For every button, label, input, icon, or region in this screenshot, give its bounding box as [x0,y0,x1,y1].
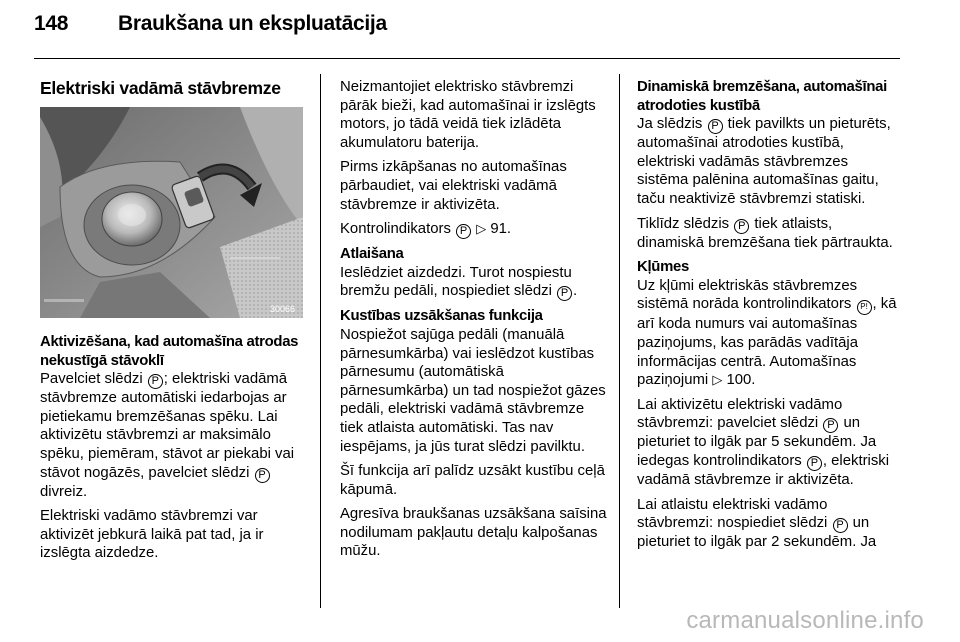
paragraph-hill: Šī funkcija arī palīdz uzsākt kustību ceļā kāpumā. [340,463,605,498]
page-reference-icon: ▷ [712,372,723,388]
paragraph-activate: Pavelciet slēdzi P ; elektriski vadāmā stāvbremze automātiski iedarbojas ar pietiekamu bremzēšanas spēku. Lai aktivizētu stāvbremzi ar maksimālo spēku, piemēram, stāvot ar piekabi vai stāvot nogāzēs, pavelciet slēdzi P divreiz. [40,371,295,500]
section-title: Elektriski vadāmā stāvbremze [40,78,281,98]
column-1 [40,78,308,98]
paragraph-dynamic-1: Ja slēdzis P tiek pavilkts un pieturēts, automašīnai atrodoties kustībā, elektriski vadāmās stāvbremzes sistēma palēnina automašīnas gaitu, taču neaktivizē stāvbremzi statiski. [637,116,891,207]
figure-number: 30066 [269,304,295,314]
page-reference-icon: ▷ [476,221,487,237]
heading-activate: Aktivizēšana, kad automašīna atrodas nekustīgā stāvoklī [40,334,299,369]
heading-faults: Kļūmes [637,259,689,276]
heading-release: Atlaišana [340,246,404,263]
parking-brake-switch-icon: P [708,119,723,134]
paragraph-aggressive: Agresīva braukšanas uzsākšana saīsina nodilumam pakļautu detaļu kalpošanas mūžu. [340,506,607,560]
column-divider-1 [320,74,321,608]
paragraph-fault-3: Lai atlaistu elektriski vadāmo stāvbremzi: nospiediet slēdzi P un pieturiet to ilgāk par 2 sekundēm. Ja [637,496,877,551]
paragraph-dynamic-2: Tiklīdz slēdzis P tiek atlaists, dinamiskā bremzēšana tiek pārtraukta. [637,215,893,251]
parking-brake-switch-icon: P [833,518,848,533]
parking-brake-switch-icon: P [148,374,163,389]
heading-drive-away: Kustības uzsākšanas funkcija [340,308,543,325]
parking-brake-switch-figure [40,107,303,318]
page-number: 148 [34,12,69,35]
paragraph-fault-1: Uz kļūmi elektriskās stāvbremzes sistēmā norāda kontrolindikators P! , kā arī koda numurs vai automašīnas paziņojums, kas parādās vadītāja informācijas centrā. Automašīnas paziņojumi ▷ 100. [637,277,897,389]
paragraph-drive-away: Nospiežot sajūga pedāli (manuālā pārnesumkārba) vai ieslēdzot kustības pārnesumu (automātiskā pārnesumkārba) un tad nospiežot gāzes pedāli, elektriski vadāmā stāvbremze tiek atlaista automātiski. Tas nav iespējams, ja jūs turat slēdzi pavilktu. [340,326,606,455]
paragraph-release: Ieslēdziet aizdedzi. Turot nospiestu bremžu pedāli, nospiediet slēdzi P . [340,264,578,300]
heading-dynamic-braking: Dinamiskā bremzēšana, automašīnai atrodoties kustībā [637,79,887,114]
header-rule [34,58,900,59]
column-3 [637,78,901,558]
console-illustration [40,107,303,318]
column-2 [340,78,608,567]
parking-brake-switch-icon: P [255,468,270,483]
paragraph-indicator: Kontrolindikators P ▷ 91. [340,221,512,238]
paragraph-fault-2: Lai aktivizētu elektriski vadāmo stāvbremzi: pavelciet slēdzi P un pieturiet to ilgāk par 5 sekundēm. Ja iedegas kontrolindikators P , elektriski vadāmā stāvbremze ir aktivizēta. [637,396,890,488]
paragraph-not-often: Neizmantojiet elektrisko stāvbremzi pārāk bieži, kad automašīnai ir izslēgts motors, jo tādā veidā tiek izlādēta akumulatoru baterija. [340,79,596,151]
watermark: carmanualsonline.info [686,607,924,634]
column-divider-2 [619,74,620,608]
parking-brake-switch-icon: P [823,418,838,433]
parking-brake-switch-icon: P [734,219,749,234]
chapter-title: Braukšana un ekspluatācija [118,12,387,35]
parking-brake-warning-icon: P! [857,300,872,315]
column-1-body [40,333,308,569]
parking-brake-indicator-icon: P [807,456,822,471]
paragraph-anytime: Elektriski vadāmo stāvbremzi var aktivizēt jebkurā laikā pat tad, ja ir izslēgta aizdedze. [40,508,264,562]
parking-brake-switch-icon: P [557,286,572,301]
paragraph-check: Pirms izkāpšanas no automašīnas pārbaudiet, vai elektriski vadāmā stāvbremze ir aktivizēta. [340,159,567,213]
parking-brake-indicator-icon: P [456,224,471,239]
